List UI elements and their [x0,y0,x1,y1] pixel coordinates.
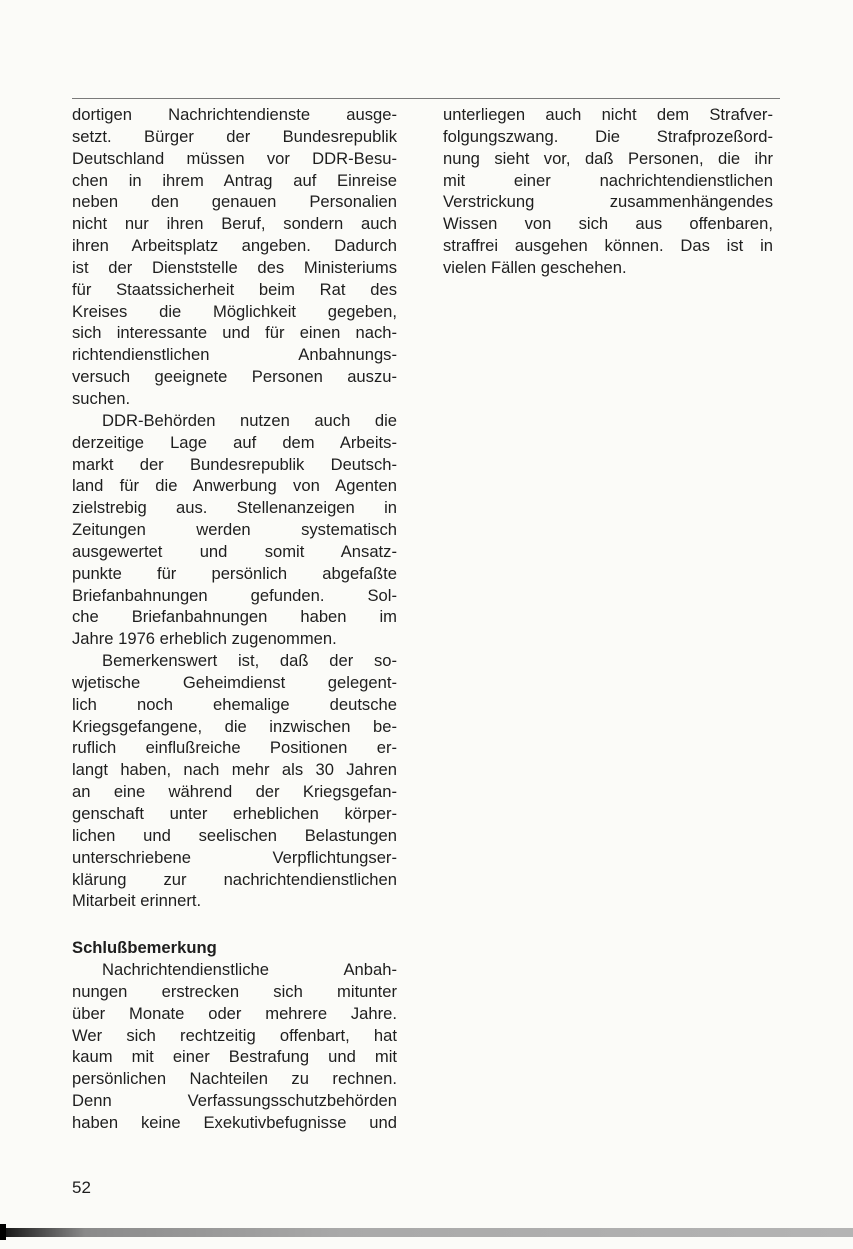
text-line: für Staatssicherheit beim Rat des [72,279,397,299]
text-line: versuch geeignete Personen auszu- [72,367,397,387]
text-line: dortigen Nachrichtendienste ausge- [72,105,397,124]
text-line: derzeitige Lage auf dem Arbeits- [72,432,397,452]
text-line: land für die Anwerbung von Agenten [72,476,397,496]
left-column [72,104,397,1134]
text-line: klärung zur nachrichtendienstlichen [72,869,397,889]
right-column [443,104,773,279]
text-line: Verstrickung zusammenhängendes [443,192,773,212]
text-line: Denn Verfassungsschutzbehörden [72,1091,397,1111]
text-line: persönlichen Nachteilen zu rechnen. [72,1069,397,1089]
paragraph-first-line: Bemerkenswert ist, daß der so- [102,651,397,671]
scan-edge-mark [0,1224,6,1240]
text-line: Mitarbeit erinnert. [72,891,202,911]
text-line: chen in ihrem Antrag auf Einreise [72,170,397,190]
text-line: ausgewertet und somit Ansatz- [72,541,397,561]
text-line: zielstrebig aus. Stellenanzeigen in [72,498,397,518]
text-line: Deutschland müssen vor DDR-Besu- [72,148,397,168]
text-line: richtendienstlichen Anbahnungs- [72,345,397,365]
text-line: genschaft unter erheblichen körper- [72,804,397,823]
text-line: folgungszwang. Die Strafprozeßord- [443,126,773,146]
text-line: markt der Bundesrepublik Deutsch- [72,454,397,474]
text-line: Jahre 1976 erheblich zugenommen. [72,629,337,649]
text-line: haben keine Exekutivbefugnisse und [72,1112,397,1132]
text-line: unterschriebene Verpflichtungser- [72,847,397,867]
text-line: suchen. [72,388,131,408]
text-line: mit einer nachrichtendienstlichen [443,170,773,190]
text-line: Kriegsgefangene, die inzwischen be- [72,716,397,736]
text-line: über Monate oder mehrere Jahre. [72,1003,397,1023]
text-line: lich noch ehemalige deutsche [72,694,397,714]
text-line: ist der Dienststelle des Ministeriums [72,257,397,277]
text-line: sich interessante und für einen nach- [72,323,397,343]
text-line: Wissen von sich aus offenbaren, [443,214,773,234]
text-line: langt haben, nach mehr als 30 Jahren [72,760,397,780]
page-number: 52 [72,1178,91,1197]
text-line: unterliegen auch nicht dem Strafver- [443,105,773,124]
text-line: kaum mit einer Bestrafung und mit [72,1047,397,1067]
text-line: straffrei ausgehen können. Das ist in [443,236,773,256]
text-line: an eine während der Kriegsgefan- [72,782,397,802]
text-line: nung sieht vor, daß Personen, die ihr [443,148,773,168]
text-line: che Briefanbahnungen haben im [72,607,397,627]
text-line: Kreises die Möglichkeit gegeben, [72,301,397,321]
top-rule [72,98,780,99]
text-line: nicht nur ihren Beruf, sondern auch [72,214,397,234]
text-line: Wer sich rechtzeitig offenbart, hat [72,1025,397,1045]
text-line: neben den genauen Personalien [72,192,397,212]
text-line: Briefanbahnungen gefunden. Sol- [72,585,397,605]
paragraph-first-line: Nachrichtendienstliche Anbah- [102,960,397,980]
text-line: Zeitungen werden systematisch [72,520,397,540]
text-line: setzt. Bürger der Bundesrepublik [72,126,397,146]
text-line: wjetische Geheimdienst gelegent- [72,672,397,692]
text-line: ihren Arbeitsplatz angeben. Dadurch [72,236,397,256]
section-heading: Schlußbemerkung [72,938,217,958]
paragraph-first-line: DDR-Behörden nutzen auch die [102,410,397,430]
text-line: ruflich einflußreiche Positionen er- [72,738,397,758]
text-line: nungen erstrecken sich mitunter [72,981,397,1001]
text-line: punkte für persönlich abgefaßte [72,563,397,583]
text-line: vielen Fällen geschehen. [443,257,627,277]
text-line: lichen und seelischen Belastungen [72,825,397,845]
scan-edge-bar [0,1228,853,1237]
